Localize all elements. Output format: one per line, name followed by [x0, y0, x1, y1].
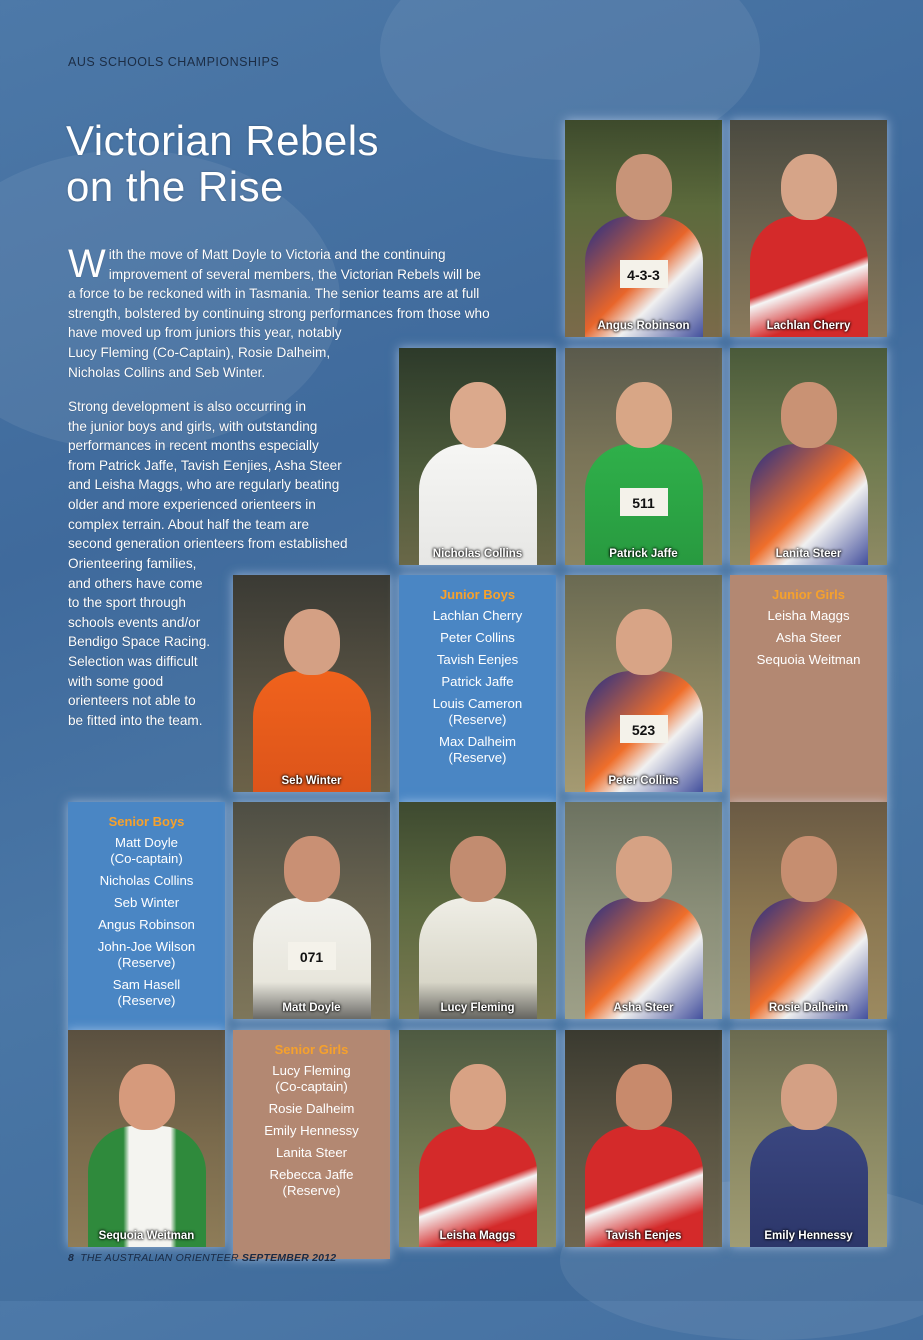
- list-item: Tavish Eenjes: [436, 652, 519, 667]
- text-line: performances in recent months especially: [68, 438, 319, 454]
- photo-asha-steer: [565, 802, 722, 1019]
- list-item: Nicholas Collins: [99, 873, 194, 888]
- list-item: Asha Steer: [775, 630, 842, 645]
- text-line: have moved up from juniors this year, notably: [68, 325, 342, 341]
- list-item: Emily Hennessy: [264, 1123, 359, 1138]
- list-heading: Senior Boys: [108, 814, 185, 829]
- page-number: 8: [68, 1252, 75, 1264]
- photo-caption: Lachlan Cherry: [766, 320, 851, 332]
- text-line: and others have come: [68, 575, 203, 591]
- title-line-1: Victorian Rebels: [66, 117, 380, 164]
- photo-caption: Sequoia Weitman: [98, 1230, 195, 1242]
- photo-lachlan-cherry: [730, 120, 887, 337]
- list-item: Patrick Jaffe: [441, 674, 514, 689]
- text-line: orienteers not able to: [68, 693, 196, 709]
- text-line: Selection was difficult: [68, 653, 198, 669]
- list-heading: Senior Girls: [274, 1042, 349, 1057]
- list-item: Angus Robinson: [98, 917, 195, 932]
- text-line: Orienteering families,: [68, 556, 197, 571]
- senior-girls-list: [233, 1030, 390, 1259]
- text-line: and Leisha Maggs, who are regularly beating: [68, 477, 340, 493]
- photo-caption: Emily Hennessy: [764, 1230, 853, 1242]
- list-item: Louis Cameron (Reserve): [432, 696, 523, 727]
- photo-lucy-fleming: [399, 802, 556, 1019]
- list-item: Lanita Steer: [275, 1145, 348, 1160]
- photo-caption: Peter Collins: [608, 775, 679, 787]
- list-heading: Junior Boys: [439, 587, 516, 602]
- list-item: Rosie Dalheim: [268, 1101, 355, 1116]
- photo-caption: Lanita Steer: [775, 548, 842, 560]
- list-item: Max Dalheim (Reserve): [439, 734, 516, 765]
- issue-date: SEPTEMBER 2012: [241, 1252, 337, 1264]
- photo-matt-doyle: [233, 802, 390, 1019]
- text-line: to the sport through: [68, 595, 186, 611]
- photo-caption: Lucy Fleming: [440, 1002, 515, 1014]
- text-line: ith the move of Matt Doyle to Victoria and the continuing: [108, 247, 446, 262]
- text-line: older and more experienced orienteers in: [68, 496, 316, 512]
- photo-rosie-dalheim: [730, 802, 887, 1019]
- text-line: with some good: [68, 673, 164, 689]
- list-item: Sam Hasell (Reserve): [112, 977, 181, 1008]
- photo-caption: Seb Winter: [281, 775, 342, 787]
- photo-lanita-steer: [730, 348, 887, 565]
- text-line: strength, bolstered by continuing strong performances from those who: [68, 305, 490, 321]
- text-line: be fitted into the team.: [68, 712, 203, 728]
- list-item: Seb Winter: [113, 895, 180, 910]
- race-bib: 523: [620, 715, 668, 743]
- photo-caption: Nicholas Collins: [432, 548, 523, 560]
- photo-seb-winter: [233, 575, 390, 792]
- photo-sequoia-weitman: [68, 1030, 225, 1247]
- title-line-2: on the Rise: [66, 163, 284, 210]
- photo-peter-collins: [565, 575, 722, 792]
- junior-girls-list: [730, 575, 887, 804]
- photo-caption: Patrick Jaffe: [609, 548, 678, 560]
- race-bib: 4-3-3: [620, 260, 668, 288]
- photo-caption: Angus Robinson: [597, 320, 690, 332]
- senior-boys-list: [68, 802, 225, 1031]
- photo-caption: Tavish Eenjes: [605, 1230, 682, 1242]
- photo-caption: Asha Steer: [613, 1002, 674, 1014]
- section-label: AUS SCHOOLS CHAMPIONSHIPS: [68, 55, 280, 69]
- list-item: Matt Doyle (Co-captain): [110, 835, 183, 866]
- dropcap: W: [68, 242, 106, 286]
- photo-tavish-eenjes: [565, 1030, 722, 1247]
- photo-angus-robinson: [565, 120, 722, 337]
- text-line: second generation orienteers from established: [68, 536, 348, 552]
- photo-patrick-jaffe: [565, 348, 722, 565]
- page-footer: [68, 1252, 336, 1264]
- intro-paragraph-2: [68, 397, 388, 554]
- list-item: Rebecca Jaffe (Reserve): [269, 1167, 354, 1198]
- race-bib: 511: [620, 488, 668, 516]
- list-heading: Junior Girls: [772, 587, 845, 602]
- list-item: Lachlan Cherry: [432, 608, 523, 623]
- list-item: John-Joe Wilson (Reserve): [97, 939, 196, 970]
- photo-caption: Leisha Maggs: [439, 1230, 516, 1242]
- text-line: improvement of several members, the Victorian Rebels will be: [108, 266, 481, 282]
- list-item: Sequoia Weitman: [756, 652, 861, 667]
- photo-leisha-maggs: [399, 1030, 556, 1247]
- text-line: from Patrick Jaffe, Tavish Eenjies, Asha Steer: [68, 457, 342, 473]
- junior-boys-list: [399, 575, 556, 804]
- list-item: Lucy Fleming (Co-captain): [272, 1063, 351, 1094]
- text-line: schools events and/or: [68, 614, 201, 630]
- text-line: complex terrain. About half the team are: [68, 516, 310, 532]
- text-line: Strong development is also occurring in: [68, 399, 307, 414]
- text-line: Lucy Fleming (Co-Captain), Rosie Dalheim,: [68, 344, 331, 360]
- race-bib: 071: [288, 942, 336, 970]
- photo-nicholas-collins: [399, 348, 556, 565]
- page-title: [66, 118, 379, 210]
- list-item: Leisha Maggs: [767, 608, 850, 623]
- intro-paragraph-3: [68, 554, 228, 730]
- photo-emily-hennessy: [730, 1030, 887, 1247]
- text-line: a force to be reckoned with in Tasmania. The senior teams are at full: [68, 286, 480, 302]
- text-line: Nicholas Collins and Seb Winter.: [68, 364, 266, 380]
- publication-name: THE AUSTRALIAN ORIENTEER: [80, 1252, 239, 1264]
- text-line: Bendigo Space Racing.: [68, 634, 211, 650]
- text-line: the junior boys and girls, with outstanding: [68, 418, 318, 434]
- photo-caption: Rosie Dalheim: [768, 1002, 849, 1014]
- photo-caption: Matt Doyle: [282, 1002, 341, 1014]
- list-item: Peter Collins: [440, 630, 515, 645]
